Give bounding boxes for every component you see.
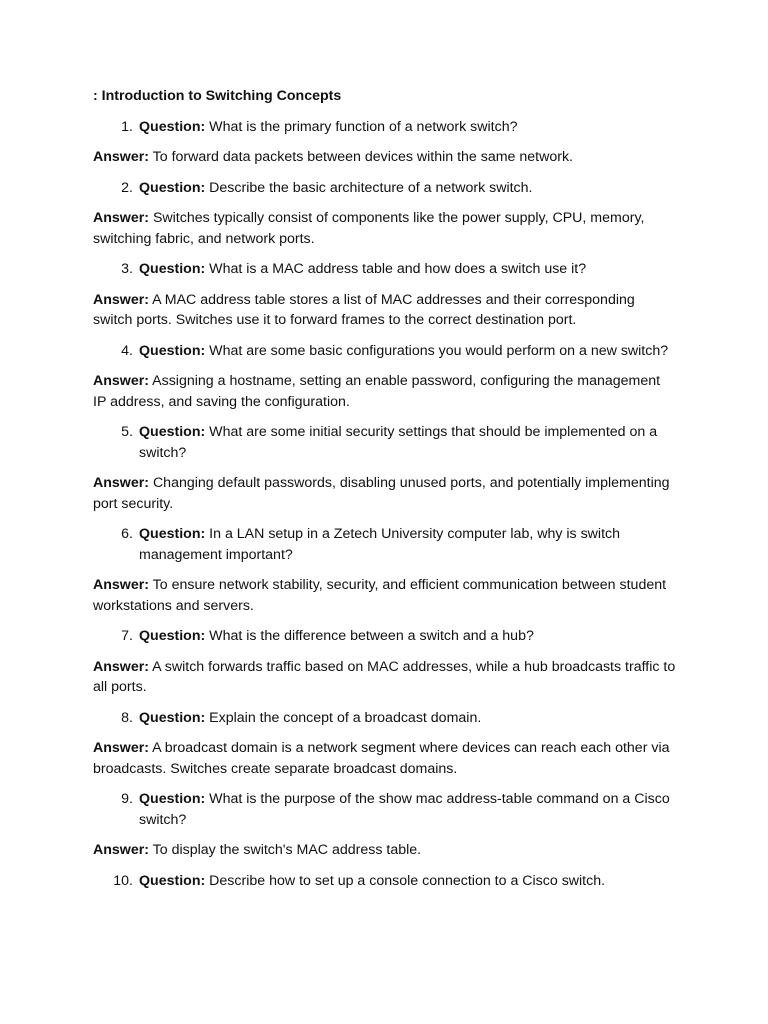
- answer-item-4: [93, 371, 676, 412]
- question-text: What is the difference between a switch and a hub?: [209, 628, 534, 644]
- question-number: 9.: [121, 791, 133, 807]
- answer-text: To ensure network stability, security, and efficient communication between student workstations and servers.: [93, 577, 667, 614]
- question-item-5: [93, 422, 676, 463]
- question-item-1: [93, 117, 676, 138]
- question-text: Explain the concept of a broadcast domain.: [209, 709, 482, 726]
- answer-text: To forward data packets between devices within the same network.: [152, 149, 573, 165]
- question-text: In a LAN setup in a Zetech University computer lab, why is switch management important?: [139, 526, 620, 563]
- question-item-2: [93, 178, 676, 199]
- answer-item-7: [93, 657, 676, 698]
- question-label: Question:: [139, 261, 206, 277]
- question-number: 4.: [121, 342, 133, 359]
- question-label: Question:: [139, 628, 206, 644]
- question-text: What is a MAC address table and how does a switch use it?: [209, 261, 587, 277]
- question-text: Describe the basic architecture of a network switch.: [209, 179, 533, 196]
- section-heading: : Introduction to Switching Concepts: [93, 88, 342, 104]
- question-number: 5.: [121, 424, 133, 440]
- answer-text: Changing default passwords, disabling unused ports, and potentially implementing port security.: [93, 475, 670, 512]
- question-label: Question:: [139, 342, 206, 359]
- answer-label: Answer:: [93, 475, 149, 491]
- answer-item-8: [93, 738, 676, 779]
- question-label: Question:: [139, 424, 206, 440]
- question-item-8: [93, 708, 676, 729]
- question-item-3: [93, 259, 676, 280]
- answer-label: Answer:: [93, 291, 149, 308]
- question-number: 7.: [121, 628, 133, 644]
- answer-label: Answer:: [93, 842, 149, 858]
- question-label: Question:: [139, 791, 206, 807]
- question-number: 3.: [121, 261, 133, 277]
- answer-text: To display the switch's MAC address table.: [152, 842, 422, 858]
- answer-text: A MAC address table stores a list of MAC addresses and their corresponding switch ports. Switches use it to forward frames to the correct destination port.: [93, 291, 635, 328]
- question-item-7: [93, 626, 676, 647]
- answer-label: Answer:: [93, 658, 149, 675]
- question-number: 10.: [113, 872, 133, 889]
- question-text: What are some initial security settings that should be implemented on a switch?: [139, 424, 658, 461]
- answer-item-1: [93, 147, 676, 168]
- answer-text: Assigning a hostname, setting an enable password, configuring the management IP address, and saving the configuration.: [93, 373, 661, 410]
- question-number: 1.: [121, 118, 133, 135]
- answer-text: A switch forwards traffic based on MAC addresses, while a hub broadcasts traffic to all ports.: [93, 658, 676, 695]
- answer-text: A broadcast domain is a network segment where devices can reach each other via broadcasts. Switches create separate broadcast domains.: [93, 740, 670, 777]
- question-label: Question:: [139, 526, 206, 542]
- question-item-6: [93, 524, 676, 565]
- answer-item-3: [93, 290, 676, 331]
- answer-item-2: [93, 208, 676, 249]
- question-label: Question:: [139, 179, 206, 196]
- question-label: Question:: [139, 709, 206, 726]
- answer-item-9: [93, 840, 676, 861]
- answer-label: Answer:: [93, 210, 149, 226]
- answer-label: Answer:: [93, 577, 149, 593]
- question-label: Question:: [139, 872, 206, 889]
- question-item-9: [93, 789, 676, 830]
- question-number: 6.: [121, 526, 133, 542]
- question-label: Question:: [139, 118, 206, 135]
- answer-text: Switches typically consist of components like the power supply, CPU, memory, switching fabric, and network ports.: [93, 210, 645, 247]
- question-text: What is the purpose of the show mac address-table command on a Cisco switch?: [139, 791, 670, 828]
- question-text: What is the primary function of a network switch?: [209, 118, 518, 135]
- question-text: Describe how to set up a console connection to a Cisco switch.: [209, 872, 606, 889]
- question-item-10: [93, 871, 676, 892]
- answer-label: Answer:: [93, 740, 149, 756]
- question-number: 2.: [121, 179, 133, 196]
- question-item-4: [93, 341, 676, 362]
- answer-item-5: [93, 473, 676, 514]
- question-text: What are some basic configurations you would perform on a new switch?: [209, 342, 669, 359]
- question-number: 8.: [121, 709, 133, 726]
- answer-label: Answer:: [93, 373, 149, 389]
- answer-label: Answer:: [93, 149, 149, 165]
- answer-item-6: [93, 575, 676, 616]
